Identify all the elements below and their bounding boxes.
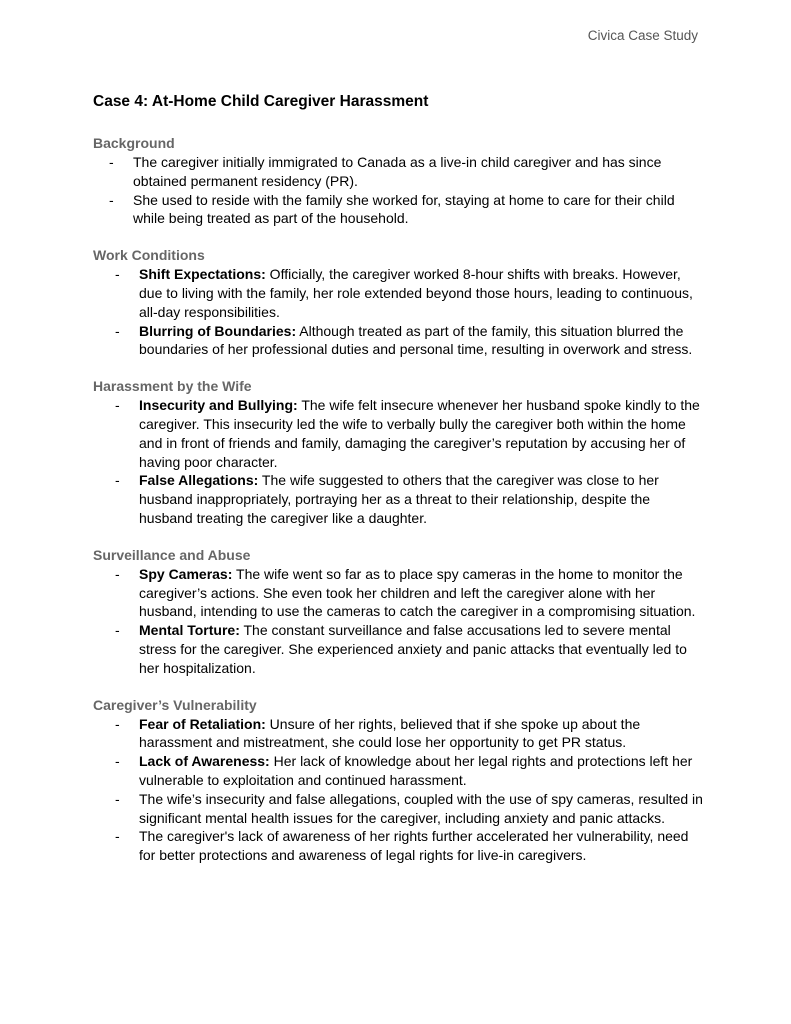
- dash-bullet: -: [115, 753, 120, 770]
- dash-bullet: -: [109, 154, 114, 170]
- dash-bullet: -: [115, 622, 120, 639]
- item-label: Shift Expectations:: [139, 266, 266, 283]
- list-item: [93, 565, 705, 621]
- dash-bullet: -: [115, 790, 120, 807]
- section-heading: Caregiver’s Vulnerability: [93, 696, 257, 713]
- document-title: Case 4: At-Home Child Caregiver Harassment: [93, 93, 429, 110]
- list-item: [93, 752, 705, 790]
- item-label: Spy Cameras:: [139, 565, 233, 582]
- section-harassment: [93, 377, 705, 528]
- dash-bullet: -: [115, 266, 120, 283]
- bullet-list: [93, 396, 705, 528]
- section-heading: Background: [93, 135, 175, 151]
- item-text: The constant surveillance and false accusations led to severe mental stress for the caregiver. She experienced anxiety and panic attacks that eventually led to her hospitalization.: [139, 622, 687, 676]
- item-label: Insecurity and Bullying:: [139, 397, 298, 414]
- section-work-conditions: [93, 246, 705, 359]
- dash-bullet: -: [115, 565, 120, 582]
- item-label: Fear of Retaliation:: [139, 715, 266, 732]
- item-text: Officially, the caregiver worked 8-hour shifts with breaks. However, due to living with the family, her role extended beyond those hours, leading to continuous, all-day responsibilities.: [139, 266, 693, 320]
- item-text: She used to reside with the family she worked for, staying at home to care for their child while being treated as part of the household.: [133, 191, 675, 227]
- item-text: The wife went so far as to place spy cameras in the home to monitor the caregiver’s actions. She even took her children and left the caregiver alone with her husband, intending to use the cameras to catch the caregiver in a compromising situation.: [139, 565, 696, 620]
- item-text: The wife felt insecure whenever her husband spoke kindly to the caregiver. This insecurity led the wife to verbally bully the caregiver both within the home and in front of friends and family, damaging the caregiver’s reputation by accusing her of having poor character.: [139, 397, 700, 470]
- list-item: [93, 715, 705, 753]
- list-item: [93, 265, 705, 321]
- item-label: False Allegations:: [139, 472, 259, 489]
- dash-bullet: -: [115, 715, 120, 732]
- section-heading: Harassment by the Wife: [93, 378, 252, 395]
- bullet-list: [93, 153, 705, 228]
- bullet-list: [93, 715, 705, 865]
- list-item: [93, 621, 705, 677]
- list-item: [93, 790, 705, 828]
- section-heading: Work Conditions: [93, 247, 205, 264]
- page-header-label: Civica Case Study: [587, 28, 698, 43]
- item-text: Unsure of her rights, believed that if she spoke up about the harassment and mistreatment, she could lose her opportunity to get PR status.: [139, 715, 641, 751]
- item-text: The wife’s insecurity and false allegations, coupled with the use of spy cameras, resulted in significant mental health issues for the caregiver, including anxiety and panic attacks.: [139, 790, 703, 826]
- dash-bullet: -: [115, 828, 120, 845]
- item-label: Blurring of Boundaries:: [139, 322, 297, 339]
- section-surveillance: [93, 546, 705, 678]
- list-item: [93, 153, 705, 191]
- dash-bullet: -: [115, 397, 120, 414]
- item-text: The wife suggested to others that the caregiver was close to her husband inappropriately, portraying her as a threat to their relationship, despite the husband treating the caregiver like a daughter.: [139, 472, 659, 526]
- item-text: The caregiver's lack of awareness of her rights further accelerated her vulnerability, need for better protections and awareness of legal rights for live-in caregivers.: [139, 828, 689, 864]
- list-item: [93, 191, 705, 229]
- item-text: The caregiver initially immigrated to Canada as a live-in child caregiver and has since obtained permanent residency (PR).: [133, 154, 662, 189]
- section-background: [93, 134, 705, 228]
- dash-bullet: -: [115, 472, 120, 489]
- document-body: [93, 92, 705, 883]
- list-item: [93, 396, 705, 471]
- item-label: Lack of Awareness:: [139, 753, 270, 770]
- item-text: Her lack of knowledge about her legal rights and protections left her vulnerable to exploitation and continued harassment.: [139, 753, 693, 788]
- dash-bullet: -: [115, 322, 120, 339]
- bullet-list: [93, 565, 705, 678]
- item-text: Although treated as part of the family, this situation blurred the boundaries of her professional duties and personal time, resulting in overwork and stress.: [139, 322, 693, 358]
- dash-bullet: -: [109, 191, 114, 208]
- section-vulnerability: [93, 696, 705, 865]
- section-heading: Surveillance and Abuse: [93, 546, 251, 563]
- list-item: [93, 322, 705, 360]
- item-label: Mental Torture:: [139, 622, 240, 639]
- list-item: [93, 471, 705, 527]
- bullet-list: [93, 265, 705, 359]
- list-item: [93, 827, 705, 865]
